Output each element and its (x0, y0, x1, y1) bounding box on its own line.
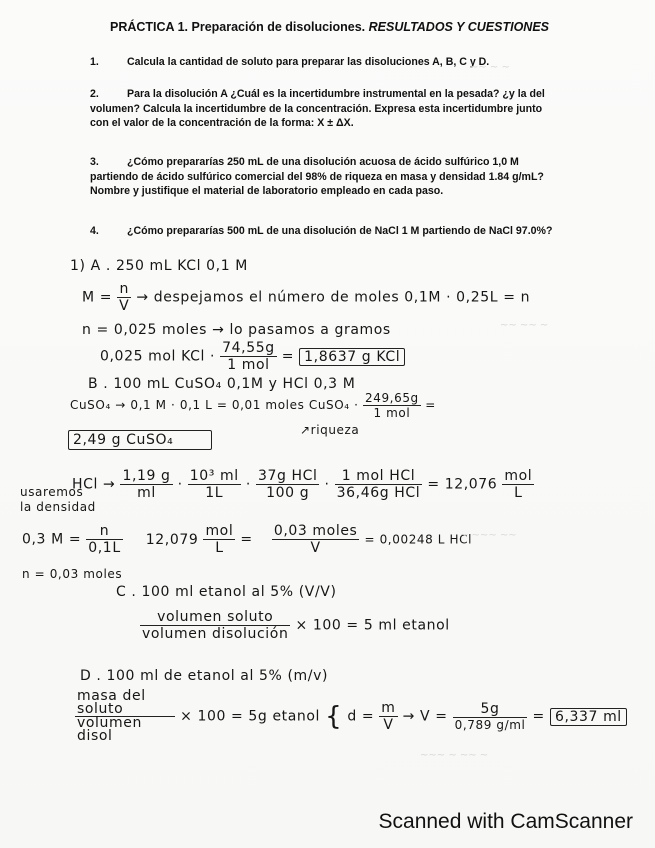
hw-line-5: B . 100 mL CuSO₄ 0,1M y HCl 0,3 M (88, 376, 356, 392)
hw-fraction-den: ml (137, 485, 156, 501)
question-text: Calcula la cantidad de soluto para preparar las disoluciones A, B, C y D. (127, 56, 490, 68)
hw-answer-c: × 100 = 5 ml etanol (295, 617, 450, 634)
hw-03m: 0,3 M = (22, 531, 82, 548)
question-4 (90, 224, 560, 239)
hw-fraction-den: L (514, 485, 523, 501)
hw-fraction-num: 5g (453, 701, 528, 718)
hw-hcl-result: = 12,076 (427, 476, 498, 493)
hw-line-10 (22, 523, 472, 556)
title-italic: RESULTADOS Y CUESTIONES (368, 20, 549, 34)
hw-line-3: n = 0,025 moles → lo pasamos a gramos (82, 322, 391, 338)
hw-line-1: 1) A . 250 mL KCl 0,1 M (70, 258, 248, 274)
bleed-through-mark: ~~ ~ ~ (470, 62, 510, 73)
hw-fraction-num: 1,19 g (122, 468, 171, 484)
hw-fraction-unit (502, 468, 534, 501)
hw-fraction-den: V (119, 298, 130, 314)
hw-fraction-cuso4-mass (363, 391, 421, 420)
hw-despejamos: → despejamos el número de moles 0,1M · 0,25L = n (136, 289, 531, 306)
hw-fraction-den: 1 mol (373, 406, 411, 420)
question-3 (90, 155, 554, 199)
hw-moles-kcl: 0,025 mol KCl · (100, 348, 216, 365)
hw-v-eq: → V = (402, 708, 448, 725)
hw-fraction-num: mol (504, 468, 533, 484)
hw-fraction-den: V (310, 540, 321, 556)
hw-fraction-den: 100 g (266, 485, 310, 501)
hw-line-13 (140, 609, 450, 642)
bleed-through-mark: ~~~ ~ ~~ ~ (420, 750, 489, 761)
hw-answer-a: 1,8637 g KCl (299, 348, 405, 366)
hw-fraction-mol-l (203, 523, 235, 556)
hw-fraction-purity (256, 468, 320, 501)
hw-density-eq: d = (347, 708, 375, 725)
hw-fraction-den: V (383, 717, 394, 733)
hw-line-14: D . 100 ml de etanol al 5% (m/v) (80, 668, 329, 684)
hw-fraction-num: 0,03 moles (273, 523, 358, 539)
question-text: ¿Cómo prepararías 500 mL de una disolución de NaCl 1 M partiendo de NaCl 97.0%? (127, 225, 553, 237)
hw-line-12: C . 100 ml etanol al 5% (V/V) (116, 584, 337, 600)
hw-line-6 (70, 391, 436, 420)
hw-line-15: $\frac{\text{masa del soluto}}{\text{volumen disol}}$ × 100 = 5g etanol { d = $\frac{m}{V}$ → V = $\frac{5g}{0,789 g/ml}$ = 6,337 ml (75, 690, 627, 743)
hw-fraction-5g (453, 701, 528, 732)
hw-line-8: HCl → $\frac{1,19 g}{ml}$ · $\frac{\text{10³ ml}}{1L}$ · $\frac{\text{37g HCl}}{100 g}$ · $\frac{\text{1 mol HCl}}{\text{36,46g HCl}}$ = 12,076 $\frac{\text{mol}}{L}$ (72, 468, 533, 501)
hw-equals: = (240, 531, 253, 548)
hw-riqueza-note: ↗riqueza (300, 423, 360, 437)
question-number: 2. (90, 88, 99, 100)
hw-fraction-num: n (86, 523, 122, 540)
hw-fraction-den: 0,789 g/ml (454, 718, 526, 732)
question-number: 1. (90, 56, 99, 68)
hw-fraction-n-v (117, 281, 131, 314)
hw-fraction-num: n (117, 281, 131, 298)
hw-fraction-003-v (272, 523, 360, 556)
hw-hcl-label: HCl → (72, 476, 116, 493)
hw-fraction-num: 249,65g (364, 391, 419, 405)
hw-fraction-molar-mass (220, 340, 277, 373)
hw-12079: 12,079 (145, 531, 199, 548)
hw-riqueza: riqueza (310, 423, 360, 437)
hw-line-4: 0,025 mol KCl · $\frac{74,55g}{\text{1 mol}}$ = 1,8637 g KCl (100, 340, 405, 373)
hw-fraction-volumen (140, 609, 290, 642)
hw-fraction-den: volumen disol (77, 715, 142, 744)
hw-answer-d-mass: × 100 = 5g etanol (180, 708, 321, 725)
hw-fraction-num: m (381, 700, 396, 716)
question-number: 4. (90, 225, 99, 237)
hw-usaremos: usaremos (20, 485, 84, 499)
page-title (110, 20, 549, 34)
bleed-through-mark: ~~ ~~ ~ (500, 320, 549, 331)
hw-fraction-num: 74,55g (222, 340, 275, 356)
hw-fraction-n-01l (86, 523, 122, 556)
hw-fraction-den: 1L (205, 485, 224, 501)
hw-line-11: n = 0,03 moles (22, 567, 123, 581)
hw-cuso4-calc: CuSO₄ → 0,1 M · 0,1 L = 0,01 moles CuSO₄ · (70, 398, 359, 412)
hw-fraction-num: 10³ ml (189, 468, 239, 484)
hw-la-densidad: la densidad (20, 500, 96, 514)
hw-line-2 (82, 281, 530, 314)
hw-fraction-num: mol (205, 523, 234, 539)
hw-answer-b: 2,49 g CuSO₄ (68, 430, 212, 450)
hw-fraction-density (120, 468, 172, 501)
camscanner-footer: Scanned with CamScanner (378, 810, 633, 833)
hw-fraction-den: L (215, 540, 224, 556)
hw-answer-d: 6,337 ml (550, 708, 627, 726)
hw-fraction-den: 0,1L (88, 540, 121, 556)
hw-fraction-den: volumen disolución (142, 626, 289, 642)
hw-fraction-hcl-molar (335, 468, 423, 501)
question-number: 3. (90, 156, 99, 168)
hw-volume-result: = 0,00248 L HCl (364, 532, 473, 547)
hw-fraction-num: masa del soluto (75, 690, 175, 717)
bleed-through-mark: ~ ~~~ ~~ (460, 530, 517, 541)
hw-line-7 (68, 432, 212, 448)
question-2 (90, 87, 554, 131)
title-plain: PRÁCTICA 1. Preparación de disoluciones. (110, 20, 366, 34)
question-text: Para la disolución A ¿Cuál es la incertidumbre instrumental en la pesada? ¿y la del volumen? Calcula la incertidumbre de la concentración. Expresa esta incertidumbre junto con el valor de la concentración de la forma: X ± ΔX. (90, 88, 545, 129)
hw-fraction-den: 1 mol (227, 357, 270, 373)
hw-fraction-den: 36,46g HCl (336, 485, 421, 501)
hw-fraction-num: 1 mol HCl (335, 468, 423, 485)
question-text: ¿Cómo prepararías 250 mL de una disolución acuosa de ácido sulfúrico 1,0 M partiendo de ácido sulfúrico comercial del 98% de riqueza en masa y densidad 1.84 g/mL? Nombre y justifique el material de laboratorio empleado en cada paso. (90, 156, 544, 197)
hw-fraction-num: volumen soluto (140, 609, 290, 626)
hw-fraction-num: 37g HCl (257, 468, 318, 484)
hw-molarity-eq: M = (82, 289, 113, 306)
hw-equals: = (425, 398, 436, 412)
hw-fraction-liter (188, 468, 241, 501)
hw-fraction-m-v (379, 700, 397, 733)
hw-fraction-masa (75, 690, 175, 743)
